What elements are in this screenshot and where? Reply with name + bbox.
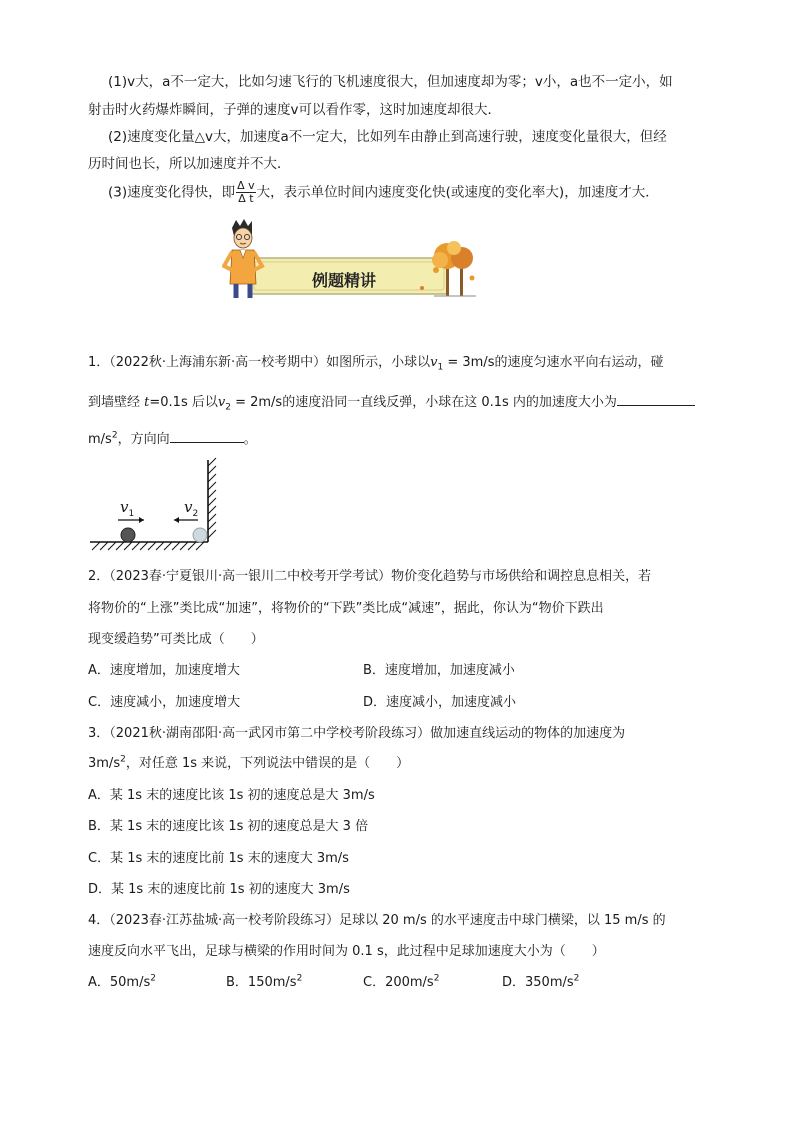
q1-v2-symbol: v — [217, 395, 226, 410]
intro-p2-line1: (2)速度变化量△v大，加速度a不一定大，比如列车由静止到高速行驶，速度变化量很大，但经 — [108, 129, 667, 145]
q1-v1-sub: 1 — [437, 362, 444, 373]
q3-line1: 3．（2021秋·湖南邵阳·高一武冈市第二中学校考阶段练习）做加速直线运动的物体的加速度为 — [88, 726, 626, 741]
q1-text-e: 的速度沿同一直线反弹，小球在这 0.1s 内的加速度大小为 — [282, 395, 617, 410]
intro-p3 — [108, 180, 659, 205]
q3-line2 — [88, 752, 409, 771]
q4-option-d[interactable] — [502, 971, 579, 990]
q1-answer-blank-1[interactable] — [617, 391, 695, 406]
q2-line1: 2．（2023春·宁夏银川·高一银川二中校考开学考试）物价变化趋势与市场供给和调控息息相关，若 — [88, 569, 652, 584]
ball-wall-diagram — [88, 456, 228, 554]
q1-text-d: =0.1s 后以 — [149, 395, 218, 410]
q4-option-c[interactable] — [363, 971, 439, 990]
intro-p3-prefix: (3)速度变化得快，即 — [108, 184, 236, 201]
fig-v1-label — [120, 498, 134, 519]
q1-t-symbol: t — [144, 395, 150, 410]
q1-unit: m/s — [88, 432, 112, 447]
intro-p1-line1: (1)v大，a不一定大，比如匀速飞行的飞机速度很大，但加速度却为零；v小，a也不一定小，如 — [108, 74, 673, 90]
q2-option-b[interactable]: B．速度增加，加速度减小 — [363, 663, 515, 678]
frac-numerator: Δ v — [237, 179, 255, 192]
q4-option-b-text: B．150m/s — [226, 975, 297, 990]
q4-option-b[interactable] — [226, 971, 302, 990]
q1-figure — [88, 456, 228, 554]
q1-line3 — [88, 428, 257, 447]
q2-option-a[interactable]: A．速度增加，加速度增大 — [88, 663, 240, 678]
q1-unit-sup: 2 — [111, 430, 118, 441]
q2-option-d[interactable]: D．速度减小，加速度减小 — [363, 695, 517, 710]
q1-text-f: ，方向向 — [117, 432, 170, 447]
fig-v1-sub: 1 — [128, 509, 135, 519]
q1-line2 — [88, 391, 695, 413]
q1-answer-blank-2[interactable] — [170, 428, 244, 443]
q1-text-b: 的速度匀速水平向右运动，碰 — [494, 355, 664, 370]
q4-option-a-text: A．50m/s — [88, 975, 151, 990]
q2-line3: 现变缓趋势”可类比成（ ） — [88, 632, 264, 647]
q3-option-b[interactable]: B．某 1s 末的速度比该 1s 初的速度总是大 3 倍 — [88, 819, 369, 834]
q4-option-d-text: D．350m/s — [502, 975, 574, 990]
q4-line2: 速度反向水平飞出，足球与横梁的作用时间为 0.1 s，此过程中足球加速度大小为（ ） — [88, 944, 605, 959]
intro-p1-line2: 射击时火药爆炸瞬间，子弹的速度v可以看作零，这时加速度却很大． — [88, 102, 501, 118]
q4-option-c-text: C．200m/s — [363, 975, 434, 990]
q3-option-d[interactable]: D．某 1s 末的速度比前 1s 初的速度大 3m/s — [88, 882, 350, 897]
q2-line2: 将物价的“上涨”类比成“加速”，将物价的“下跌”类比成“减速”，据此，你认为“物价下跌出 — [88, 601, 604, 616]
fig-v2-label — [184, 498, 198, 519]
frac-denominator: Δ t — [238, 192, 254, 205]
intro-p3-suffix: 大，表示单位时间内速度变化快(或速度的变化率大)，加速度才大． — [256, 184, 659, 201]
q1-line1 — [88, 351, 663, 373]
q1-text-g: 。 — [243, 432, 257, 447]
q3-accel: 3m/s — [88, 756, 121, 771]
example-banner — [222, 218, 482, 302]
q4-option-d-sup: 2 — [573, 973, 580, 984]
q3-accel-sup: 2 — [120, 754, 126, 765]
q1-text-a: 1．（2022秋·上海浦东新·高一校考期中）如图所示，小球以 — [88, 355, 431, 370]
q1-v1-symbol: v — [430, 355, 438, 370]
delta-v-over-delta-t — [236, 180, 256, 205]
q3-option-a[interactable]: A．某 1s 末的速度比该 1s 初的速度总是大 3m/s — [88, 788, 375, 803]
q1-text-c: 到墙壁经 — [88, 395, 145, 410]
q2-option-c[interactable]: C．速度减小，加速度增大 — [88, 695, 241, 710]
q4-option-b-sup: 2 — [296, 973, 303, 984]
q4-option-c-sup: 2 — [433, 973, 440, 984]
ball-rebound-icon — [193, 528, 207, 542]
q3-option-c[interactable]: C．某 1s 末的速度比前 1s 末的速度大 3m/s — [88, 851, 349, 866]
banner-title: 例题精讲 — [312, 271, 377, 290]
q1-v2-sub: 2 — [225, 402, 231, 413]
fig-v1-symbol: v — [120, 498, 129, 516]
q1-v1-value: = 3m/s — [443, 355, 495, 370]
q1-v2-value: = 2m/s — [230, 395, 283, 410]
fig-v2-symbol: v — [184, 498, 193, 516]
intro-p2-line2: 历时间也长，所以加速度并不大． — [88, 156, 291, 172]
q4-line1: 4．（2023春·江苏盐城·高一校考阶段练习）足球以 20 m/s 的水平速度击中球门横梁，以 15 m/s 的 — [88, 913, 666, 928]
q3-text: ，对任意 1s 来说，下列说法中错误的是（ ） — [125, 756, 410, 771]
q4-option-a-sup: 2 — [150, 973, 156, 984]
fig-v2-sub: 2 — [192, 509, 199, 519]
ball-icon — [121, 528, 135, 542]
q4-option-a[interactable] — [88, 971, 156, 990]
